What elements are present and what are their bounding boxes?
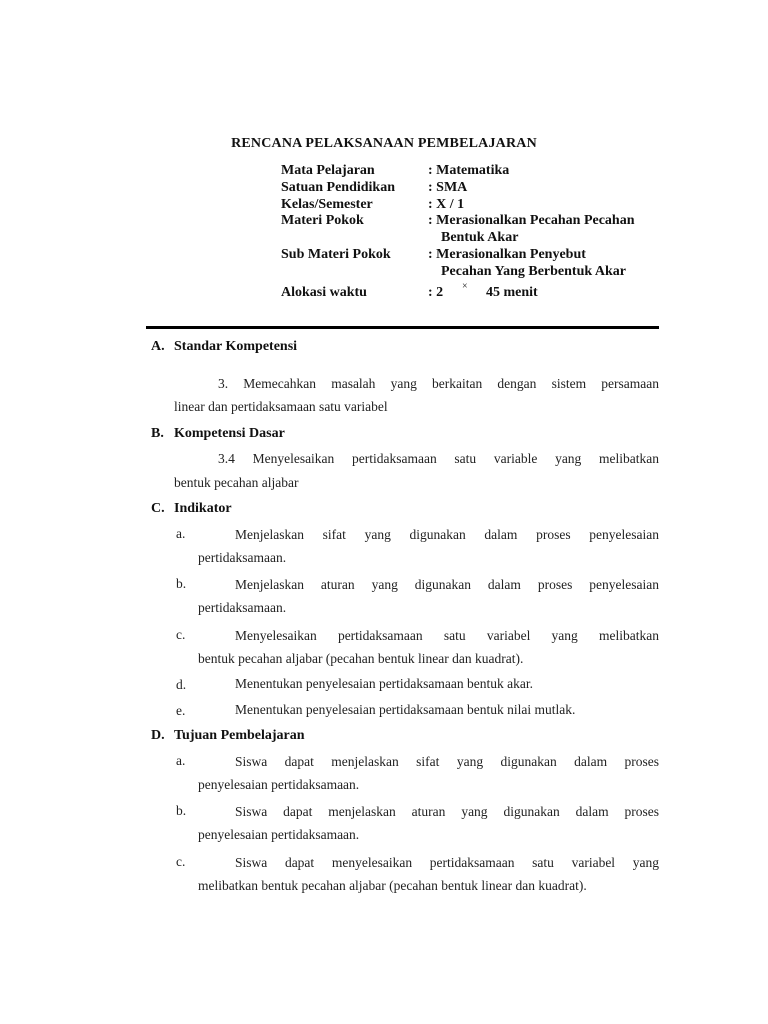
list-item-marker: d.: [176, 677, 187, 692]
identity-value-alokasi-waktu-count: : 2: [428, 285, 444, 300]
list-item-text-line2: bentuk pecahan aljabar (pecahan bentuk linear dan kuadrat).: [198, 651, 524, 666]
list-item-text-line2: pertidaksamaan.: [198, 600, 287, 615]
identity-label-satuan-pendidikan: Satuan Pendidikan: [281, 180, 395, 195]
list-item-text-line2: pertidaksamaan.: [198, 550, 287, 565]
section-a-letter: A.: [151, 339, 165, 354]
list-item-marker: a.: [176, 526, 186, 541]
section-d-title: Tujuan Pembelajaran: [174, 728, 305, 743]
list-item-text-line1: Menjelaskan aturan yang digunakan dalam proses penyelesaian: [235, 577, 659, 592]
section-a-text-line1: 3. Memecahkan masalah yang berkaitan dengan sistem persamaan: [218, 376, 659, 391]
section-a-text-line2: linear dan pertidaksamaan satu variabel: [174, 399, 388, 414]
identity-label-materi-pokok: Materi Pokok: [281, 213, 364, 228]
section-b-letter: B.: [151, 426, 164, 441]
identity-value-materi-pokok-line1: : Merasionalkan Pecahan Pecahan: [428, 213, 635, 228]
header-divider: [146, 326, 659, 329]
identity-label-alokasi-waktu: Alokasi waktu: [281, 285, 367, 300]
section-b-text-line1: 3.4 Menyelesaikan pertidaksamaan satu variable yang melibatkan: [218, 451, 659, 466]
list-item-text-line1: Menentukan penyelesaian pertidaksamaan bentuk akar.: [235, 676, 534, 691]
list-item-text-line1: Menyelesaikan pertidaksamaan satu variabel yang melibatkan: [235, 628, 659, 643]
list-item-text-line1: Siswa dapat menyelesaikan pertidaksamaan satu variabel yang: [235, 855, 659, 870]
list-item-text-line2: penyelesaian pertidaksamaan.: [198, 777, 360, 792]
identity-value-kelas-semester: : X / 1: [428, 197, 465, 212]
section-b-title: Kompetensi Dasar: [174, 426, 285, 441]
identity-value-sub-materi-pokok-line1: : Merasionalkan Penyebut: [428, 247, 586, 262]
multiplication-sign-icon: ×: [462, 281, 468, 292]
identity-label-sub-materi-pokok: Sub Materi Pokok: [281, 247, 391, 262]
list-item-marker: c.: [176, 854, 186, 869]
list-item-text-line2: penyelesaian pertidaksamaan.: [198, 827, 360, 842]
identity-label-mata-pelajaran: Mata Pelajaran: [281, 163, 375, 178]
identity-label-kelas-semester: Kelas/Semester: [281, 197, 373, 212]
section-d-letter: D.: [151, 728, 165, 743]
list-item-text-line1: Menjelaskan sifat yang digunakan dalam proses penyelesaian: [235, 527, 659, 542]
list-item-text-line2: melibatkan bentuk pecahan aljabar (pecahan bentuk linear dan kuadrat).: [198, 878, 587, 893]
identity-value-mata-pelajaran: : Matematika: [428, 163, 510, 178]
list-item-text-line1: Siswa dapat menjelaskan aturan yang digunakan dalam proses: [235, 804, 659, 819]
section-a-title: Standar Kompetensi: [174, 339, 298, 354]
section-c-letter: C.: [151, 501, 165, 516]
list-item-marker: c.: [176, 627, 186, 642]
list-item-text-line1: Menentukan penyelesaian pertidaksamaan bentuk nilai mutlak.: [235, 702, 576, 717]
list-item-marker: a.: [176, 753, 186, 768]
list-item-marker: b.: [176, 576, 187, 591]
section-c-title: Indikator: [174, 501, 232, 516]
document-title: RENCANA PELAKSANAAN PEMBELAJARAN: [231, 136, 537, 151]
list-item-text-line1: Siswa dapat menjelaskan sifat yang digunakan dalam proses: [235, 754, 659, 769]
section-b-text-line2: bentuk pecahan aljabar: [174, 475, 299, 490]
list-item-marker: b.: [176, 803, 187, 818]
identity-value-alokasi-waktu-duration: 45 menit: [486, 285, 538, 300]
identity-value-materi-pokok-line2: Bentuk Akar: [441, 230, 519, 245]
identity-value-sub-materi-pokok-line2: Pecahan Yang Berbentuk Akar: [441, 264, 627, 279]
list-item-marker: e.: [176, 703, 186, 718]
identity-value-satuan-pendidikan: : SMA: [428, 180, 468, 195]
